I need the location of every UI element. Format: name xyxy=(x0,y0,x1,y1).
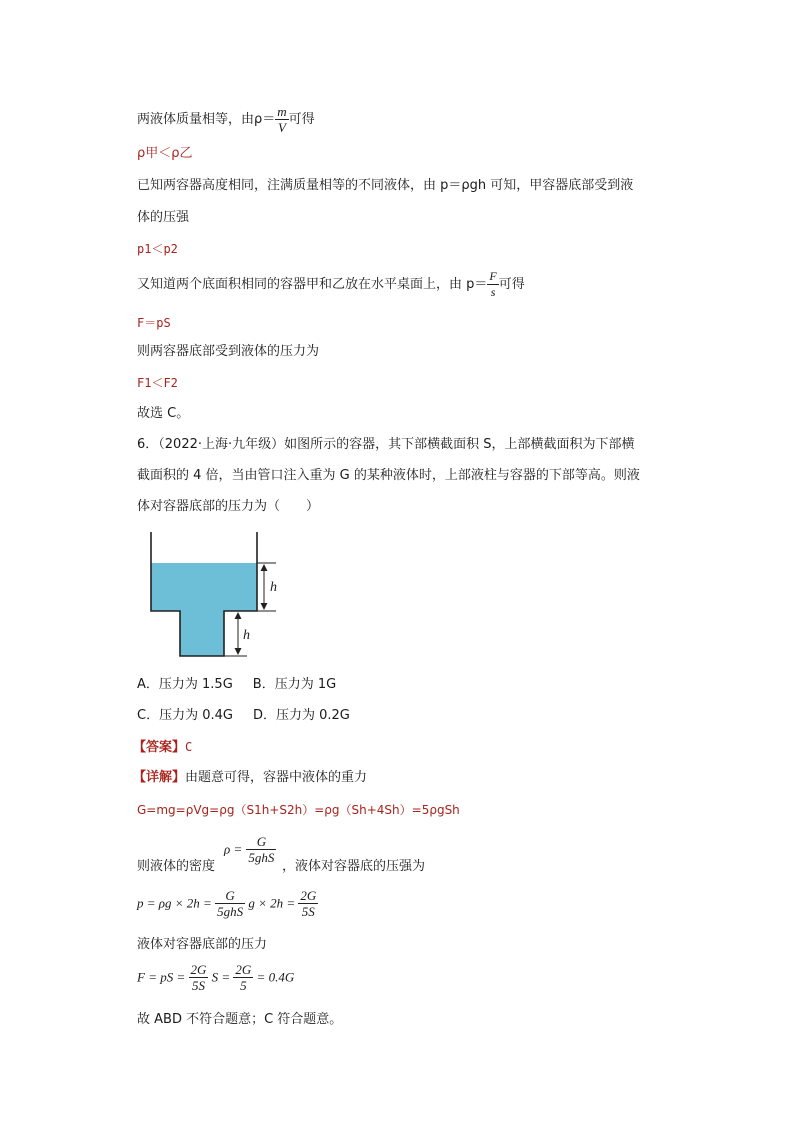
detail-line xyxy=(133,769,367,787)
line-force-label: 则两容器底部受到液体的压力为 xyxy=(137,344,320,359)
equation-pressure: p = ρg × 2h = $\frac{G}{\text{5ghS}}$ g × 2h = $\frac{2G}{5S}$ xyxy=(137,888,317,919)
label-h-upper: h xyxy=(270,580,277,595)
line-pressure-compare: p1＜p2 xyxy=(137,242,178,256)
label-h-lower: h xyxy=(243,628,250,643)
option-c: C．压力为 0.4G xyxy=(137,708,233,723)
line-force-formula: F＝pS xyxy=(137,316,171,330)
force-label-line: 液体对容器底部的压力 xyxy=(137,937,268,952)
line-force-compare: F1＜F2 xyxy=(137,376,178,390)
detail-text: 由题意可得，容器中液体的重力 xyxy=(185,770,368,785)
equation-gravity: G=mg=ρVg=ρg（S1h+S2h）=ρg（Sh+4Sh）=5ρgSh xyxy=(137,803,460,817)
arrow-up-icon xyxy=(235,612,242,619)
detail-tag: 【详解】 xyxy=(133,770,186,785)
answer-tag: 【答案】 xyxy=(133,740,186,755)
option-b: B．压力为 1G xyxy=(252,677,337,692)
line-pressure-label: 体的压强 xyxy=(137,210,190,225)
density-formula: ρ = $\frac{G}{\text{5ghS}}$ xyxy=(224,834,275,865)
text: 两液体质量相等，由ρ＝ xyxy=(137,112,276,127)
options-row-1 xyxy=(137,676,336,694)
option-a: A．压力为 1.5G xyxy=(137,677,233,692)
conclusion-line: 故 ABD 不符合题意；C 符合题意。 xyxy=(137,1012,343,1027)
q6-line1: 6．（2022·上海·九年级）如图所示的容器，其下部横截面积 S，上部横截面积为下部横 xyxy=(137,437,635,452)
arrow-down-icon xyxy=(261,603,268,610)
answer-value: C xyxy=(185,740,193,754)
fraction-m-over-v: $\frac{m}{V}$ xyxy=(277,104,287,135)
line-height-same: 已知两容器高度相同，注满质量相等的不同液体，由 p＝ρgh 可知，甲容器底部受到液 xyxy=(137,178,634,193)
line-area-same: 又知道两个底面积相同的容器甲和乙放在水平桌面上，由 p＝ $\frac{F}{s}$ 可得 xyxy=(137,269,525,299)
container-figure xyxy=(140,530,290,665)
text: 可得 xyxy=(288,112,315,127)
line-choose-c: 故选 C。 xyxy=(137,406,190,421)
q6-line3: 体对容器底部的压力为（ ） xyxy=(137,499,320,514)
line-density-mass xyxy=(137,104,315,135)
fraction-f-over-s: $\frac{F}{s}$ xyxy=(489,269,497,299)
answer-line xyxy=(133,738,192,757)
options-row-2 xyxy=(137,707,350,725)
q6-line2: 截面积的 4 倍，当由管口注入重为 G 的某种液体时，上部液柱与容器的下部等高。则液 xyxy=(137,468,640,483)
equation-force: F = pS = $\frac{2G}{5S}$ S = $\frac{2G}{5}$ = 0.4G xyxy=(137,962,295,993)
arrow-down-icon xyxy=(235,648,242,655)
arrow-up-icon xyxy=(261,564,268,571)
liquid-fill xyxy=(151,563,257,656)
option-d: D．压力为 0.2G xyxy=(252,708,350,723)
line-density-compare: ρ甲＜ρ乙 xyxy=(137,146,193,161)
